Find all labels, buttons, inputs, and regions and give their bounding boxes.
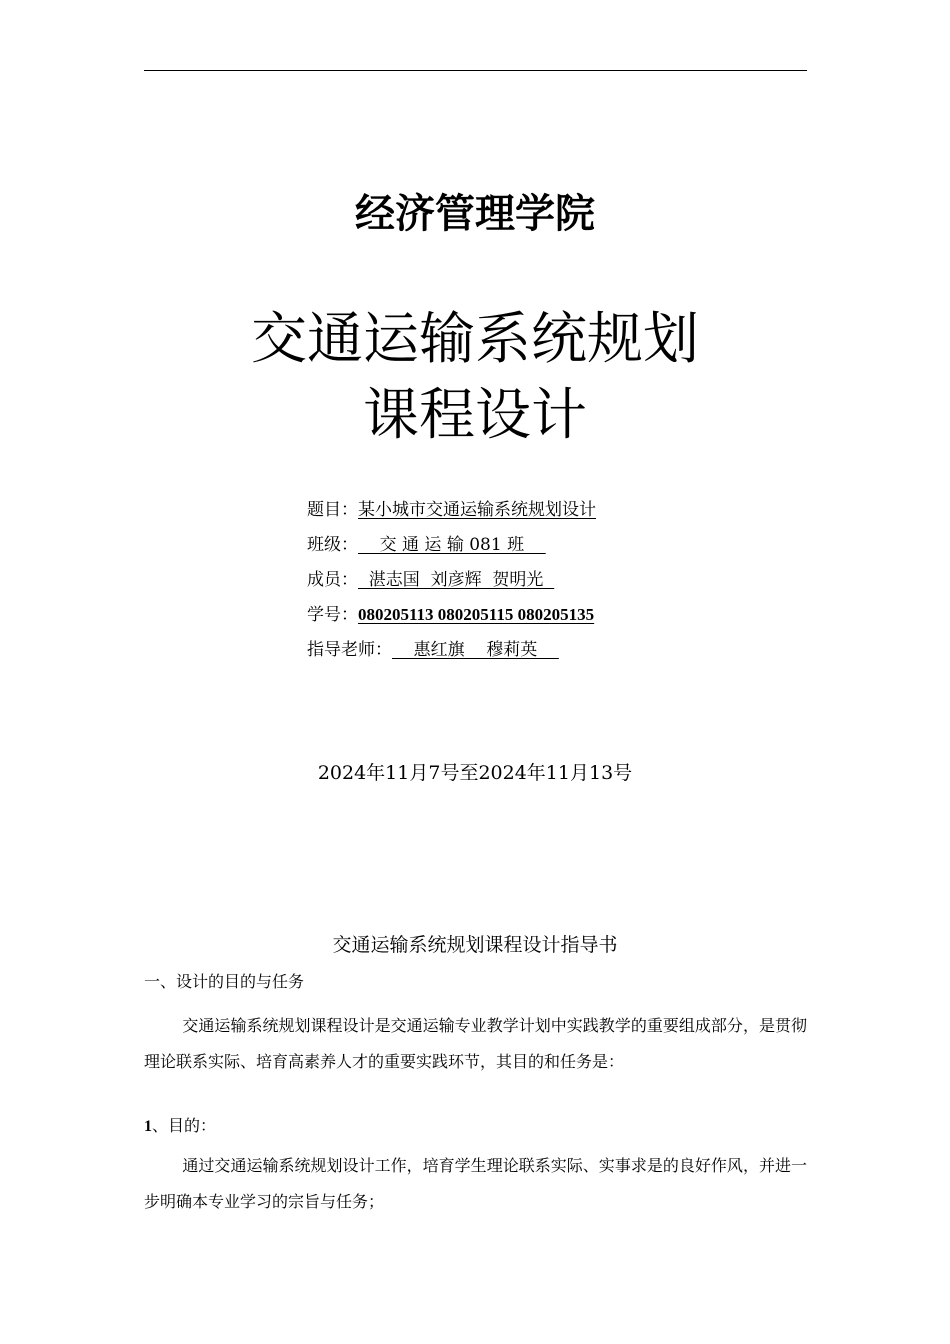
date-range: 2024年11月7号至2024年11月13号 — [317, 762, 633, 784]
college-name: 经济管理学院 — [355, 191, 595, 237]
class-label: 班级： — [307, 535, 358, 555]
advisor-value: 惠红旗 穆莉英 — [392, 640, 559, 660]
document-title-line-1: 交通运输系统规划 — [251, 307, 699, 372]
document-title-line-2: 课程设计 — [363, 383, 587, 448]
student-id-label: 学号： — [307, 605, 358, 625]
info-row-class — [307, 531, 596, 566]
topic-label: 题目： — [307, 500, 358, 520]
class-value: 交 通 运 输 081 班 — [358, 535, 546, 555]
section-heading-1: 一、设计的目的与任务 — [144, 972, 305, 991]
topic-value: 某小城市交通运输系统规划设计 — [358, 500, 596, 520]
info-row-advisor — [307, 636, 596, 671]
advisor-label: 指导老师： — [307, 640, 392, 660]
cover-info-block — [307, 496, 596, 671]
item-1-label: 、目的： — [152, 1116, 217, 1135]
info-row-student-id — [307, 601, 596, 636]
header-rule — [144, 70, 807, 71]
guide-title: 交通运输系统规划课程设计指导书 — [332, 934, 618, 956]
info-row-members — [307, 566, 596, 601]
item-1-number: 1 — [144, 1118, 152, 1135]
members-value: 湛志国 刘彦辉 贺明光 — [358, 570, 555, 590]
members-label: 成员： — [307, 570, 358, 590]
student-id-value: 080205113 080205115 080205135 — [358, 605, 595, 624]
paragraph-1: 交通运输系统规划课程设计是交通运输专业教学计划中实践教学的重要组成部分，是贯彻理论联系实际、培育高素养人才的重要实践环节，其目的和任务是： — [144, 1016, 807, 1071]
info-row-topic — [307, 496, 596, 531]
paragraph-2: 通过交通运输系统规划设计工作，培育学生理论联系实际、实事求是的良好作风，并进一步明确本专业学习的宗旨与任务； — [144, 1156, 807, 1211]
item-heading-1 — [144, 1116, 807, 1137]
